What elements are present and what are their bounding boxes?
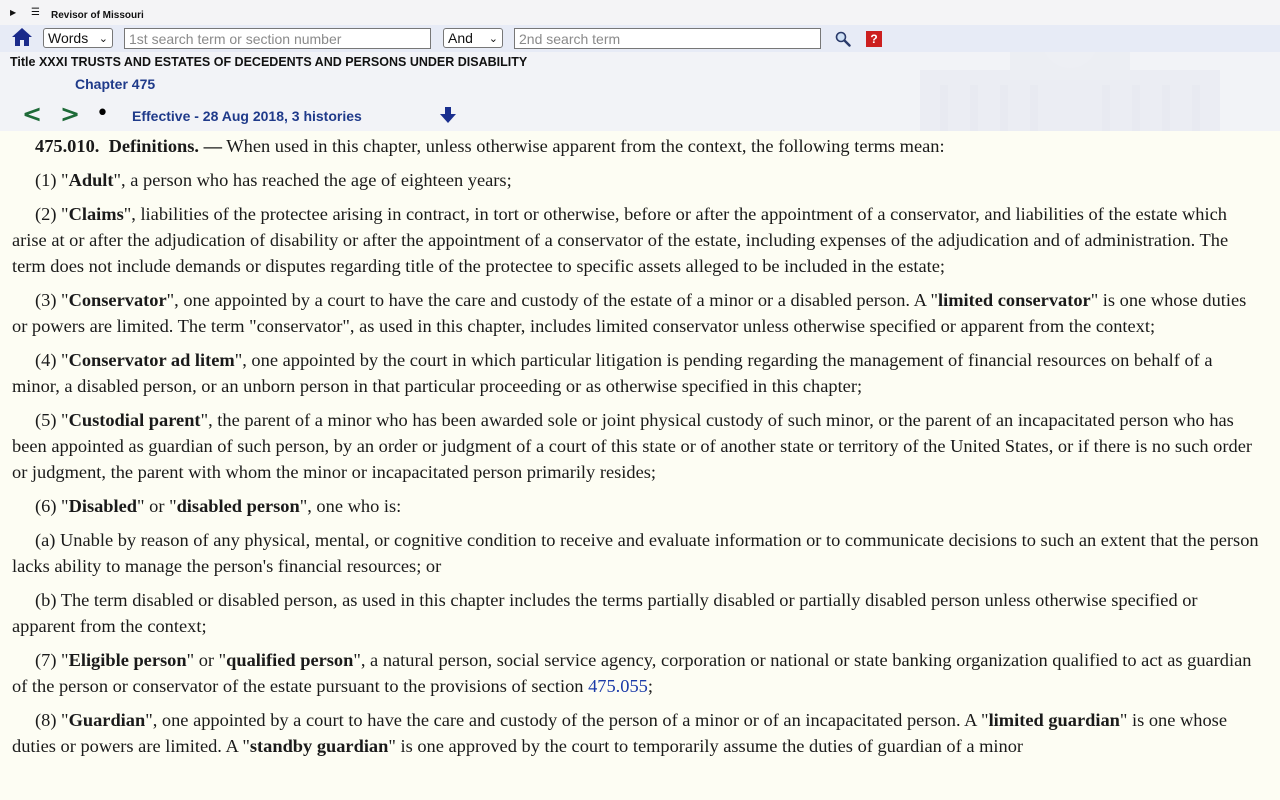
definition-text: " is one whose duties or powers are limited. The term "conservator", as used in this chapter, includes limited conservator unless otherwise specified or apparent from the context; (12, 290, 1247, 336)
definition-number: (3) " (35, 290, 69, 310)
definition-4 (12, 347, 1262, 399)
definition-text: " is one whose duties or powers are limited. A " (12, 710, 1227, 756)
chevron-down-icon: ⌄ (488, 33, 498, 45)
search-icon[interactable] (835, 31, 851, 47)
definition-2 (12, 201, 1262, 279)
definition-text: ", liabilities of the protectee arising in contract, in tort or otherwise, before or after the appointment of a conservator, and liabilities of the estate which arise at or after the adjudication of disability or after the appointment of a conservator of the estate, including expenses of the adjudication and of administration. The term does not include demands or disputes regarding title of the protectee to specific assets alleged to be included in the estate; (12, 204, 1229, 276)
defined-term: standby guardian (249, 736, 389, 756)
defined-term: Conservator (68, 290, 167, 310)
previous-section-button[interactable]: < (22, 100, 43, 128)
definition-text: " or " (137, 496, 177, 516)
defined-term: Guardian (68, 710, 146, 730)
search-term-2-input[interactable] (514, 28, 821, 49)
definition-7 (12, 647, 1262, 699)
defined-term: qualified person (226, 650, 354, 670)
defined-term: Conservator ad litem (68, 350, 235, 370)
search-operator-select[interactable] (443, 28, 503, 48)
site-name[interactable]: Revisor of Missouri (51, 10, 144, 21)
site-bar (0, 0, 1280, 25)
definition-text: ", the parent of a minor who has been awarded sole or joint physical custody of such minor, or the parent of an incapacitated person who has been appointed as guardian of such person, by an order or judgment of a court of this state or of another state or territory of the United States, or if there is no such order or judgment, the parent with whom the minor or incapacitated person primarily resides; (12, 410, 1252, 482)
next-section-button[interactable]: > (60, 100, 81, 128)
page-header (0, 0, 1280, 131)
definition-5 (12, 407, 1262, 485)
section-intro (12, 133, 1262, 159)
definition-number: (8) " (35, 710, 69, 730)
menu-icon[interactable]: ☰ (31, 7, 40, 18)
search-mode-value: Words (48, 30, 89, 46)
definition-number: (4) " (35, 350, 69, 370)
search-term-1-input[interactable] (124, 28, 431, 49)
definition-text: " is one approved by the court to temporarily assume the duties of guardian of a minor (388, 736, 1024, 756)
chevron-down-icon: ⌄ (98, 33, 108, 45)
defined-term: limited conservator (937, 290, 1091, 310)
definition-number: (2) " (35, 204, 69, 224)
defined-term: Claims (68, 204, 124, 224)
home-icon[interactable] (11, 26, 33, 48)
definition-number: (7) " (35, 650, 69, 670)
arrow-down-icon[interactable] (439, 106, 457, 124)
definition-number: (5) " (35, 410, 69, 430)
defined-term: disabled person (176, 496, 300, 516)
definition-text: ", one appointed by a court to have the care and custody of the estate of a minor or a disabled person. A " (166, 290, 938, 310)
definition-1 (12, 167, 1262, 193)
definition-text: ", one appointed by the court in which particular litigation is pending regarding the management of financial resources on behalf of a minor, a disabled person, or an unborn person in that particular proceeding or as otherwise specified in this chapter; (12, 350, 1213, 396)
definition-6 (12, 493, 1262, 519)
definition-text: ", one who is: (299, 496, 402, 516)
definition-number: (6) " (35, 496, 69, 516)
definition-text: ", a natural person, social service agency, corporation or national or state banking organization qualified to act as guardian of the person or conservator of the estate pursuant to the provisions of section (12, 650, 1252, 696)
chapter-link[interactable]: Chapter 475 (75, 76, 156, 92)
section-heading: Definitions. — (108, 136, 222, 156)
definition-text: ; (647, 676, 653, 696)
statute-text (12, 133, 1262, 767)
section-number: 475.010. (35, 136, 100, 156)
definition-text: ", one appointed by a court to have the care and custody of the person of a minor or of an incapacitated person. A " (145, 710, 989, 730)
definition-8 (12, 707, 1262, 759)
section-dot-button[interactable]: • (96, 101, 109, 126)
defined-term: Custodial parent (68, 410, 201, 430)
definition-number: (1) " (35, 170, 69, 190)
help-button[interactable]: ? (866, 31, 882, 47)
expand-triangle-icon[interactable]: ▶ (10, 8, 17, 17)
section-475-055-link[interactable]: 475.055 (588, 676, 648, 696)
defined-term: Adult (68, 170, 114, 190)
search-mode-select[interactable] (43, 28, 113, 48)
section-intro-text: When used in this chapter, unless otherwise apparent from the context, the following terms mean: (222, 136, 945, 156)
defined-term: limited guardian (988, 710, 1120, 730)
definition-text: ", a person who has reached the age of eighteen years; (113, 170, 512, 190)
defined-term: Eligible person (68, 650, 187, 670)
effective-date-link[interactable]: Effective - 28 Aug 2018, 3 histories (132, 108, 362, 124)
search-operator-value: And (448, 30, 473, 46)
definition-3 (12, 287, 1262, 339)
definition-6b: (b) The term disabled or disabled person, as used in this chapter includes the terms partially disabled or partially disabled person unless otherwise specified or apparent from the context; (12, 590, 1198, 636)
definition-6a: (a) Unable by reason of any physical, mental, or cognitive condition to receive and evaluate information or to communicate decisions to such an extent that the person lacks ability to manage the person's financial resources; or (12, 530, 1259, 576)
definition-text: " or " (186, 650, 227, 670)
title-heading: Title XXXI TRUSTS AND ESTATES OF DECEDENTS AND PERSONS UNDER DISABILITY (10, 55, 528, 69)
defined-term: Disabled (68, 496, 138, 516)
